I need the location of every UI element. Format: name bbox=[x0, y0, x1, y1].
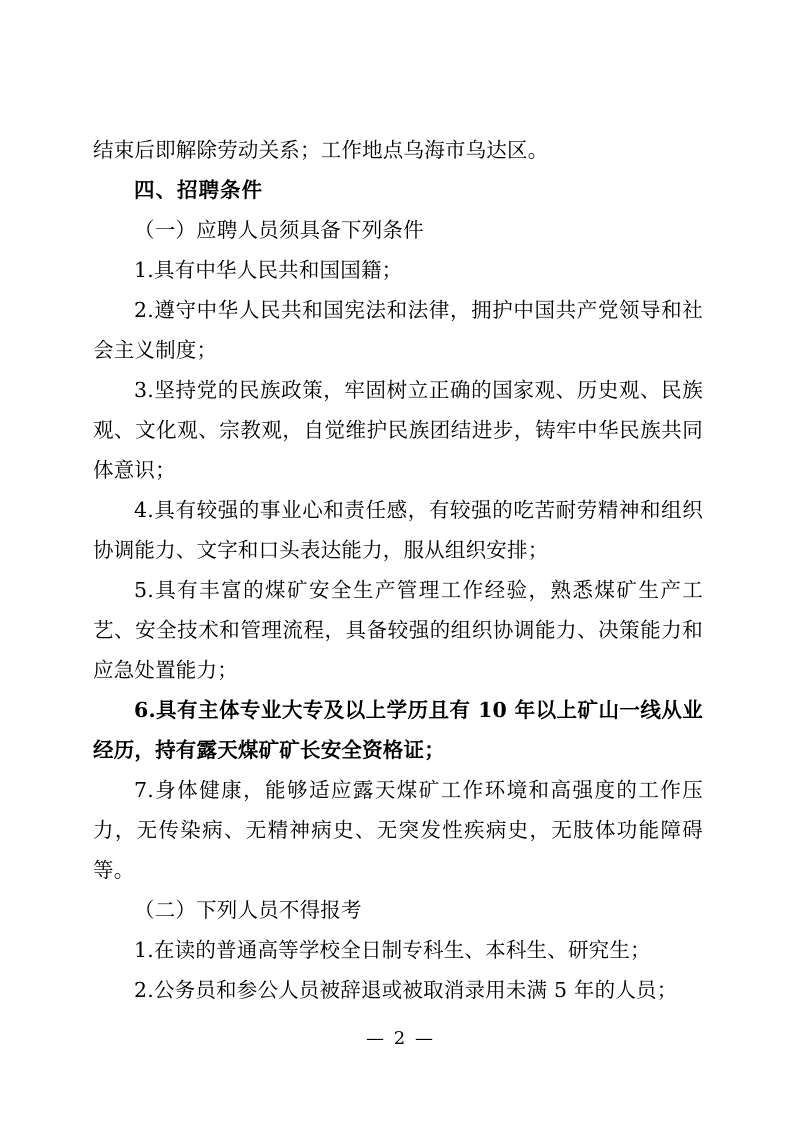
condition-item-5: 5.具有丰富的煤矿安全生产管理工作经验，熟悉煤矿生产工艺、安全技术和管理流程，具备较强的组织协调能力、决策能力和应急处置能力； bbox=[93, 578, 703, 682]
section-heading-recruitment-conditions: 四、招聘条件 bbox=[134, 178, 263, 202]
condition-item-2: 2.遵守中华人民共和国宪法和法律，拥护中国共产党领导和社会主义制度； bbox=[93, 298, 703, 362]
page-number: — 2 — bbox=[366, 1028, 435, 1049]
disqualified-item-1: 1.在读的普通高等学校全日制专科生、本科生、研究生； bbox=[134, 938, 651, 962]
document-body bbox=[93, 130, 703, 1010]
subsection-heading-disqualified-persons: （二）下列人员不得报考 bbox=[134, 898, 362, 922]
disqualified-item-2: 2.公务员和参公人员被辞退或被取消录用未满 5 年的人员； bbox=[134, 978, 678, 1002]
condition-item-3: 3.坚持党的民族政策，牢固树立正确的国家观、历史观、民族观、文化观、宗教观，自觉维护民族团结进步，铸牢中华民族共同体意识； bbox=[93, 378, 703, 482]
condition-item-4: 4.具有较强的事业心和责任感，有较强的吃苦耐劳精神和组织协调能力、文字和口头表达能力，服从组织安排； bbox=[93, 498, 703, 562]
paragraph-continuation: 结束后即解除劳动关系；工作地点乌海市乌达区。 bbox=[93, 138, 549, 162]
condition-item-1: 1.具有中华人民共和国国籍； bbox=[134, 258, 403, 282]
page-footer bbox=[0, 1028, 793, 1049]
condition-item-6-emphasized: 6.具有主体专业大专及以上学历且有 10 年以上矿山一线从业经历，持有露天煤矿矿长安全资格证； bbox=[93, 698, 703, 762]
subsection-heading-required-conditions: （一）应聘人员须具备下列条件 bbox=[134, 218, 424, 242]
condition-item-7: 7.身体健康，能够适应露天煤矿工作环境和高强度的工作压力，无传染病、无精神病史、无突发性疾病史，无肢体功能障碍等。 bbox=[93, 778, 703, 882]
